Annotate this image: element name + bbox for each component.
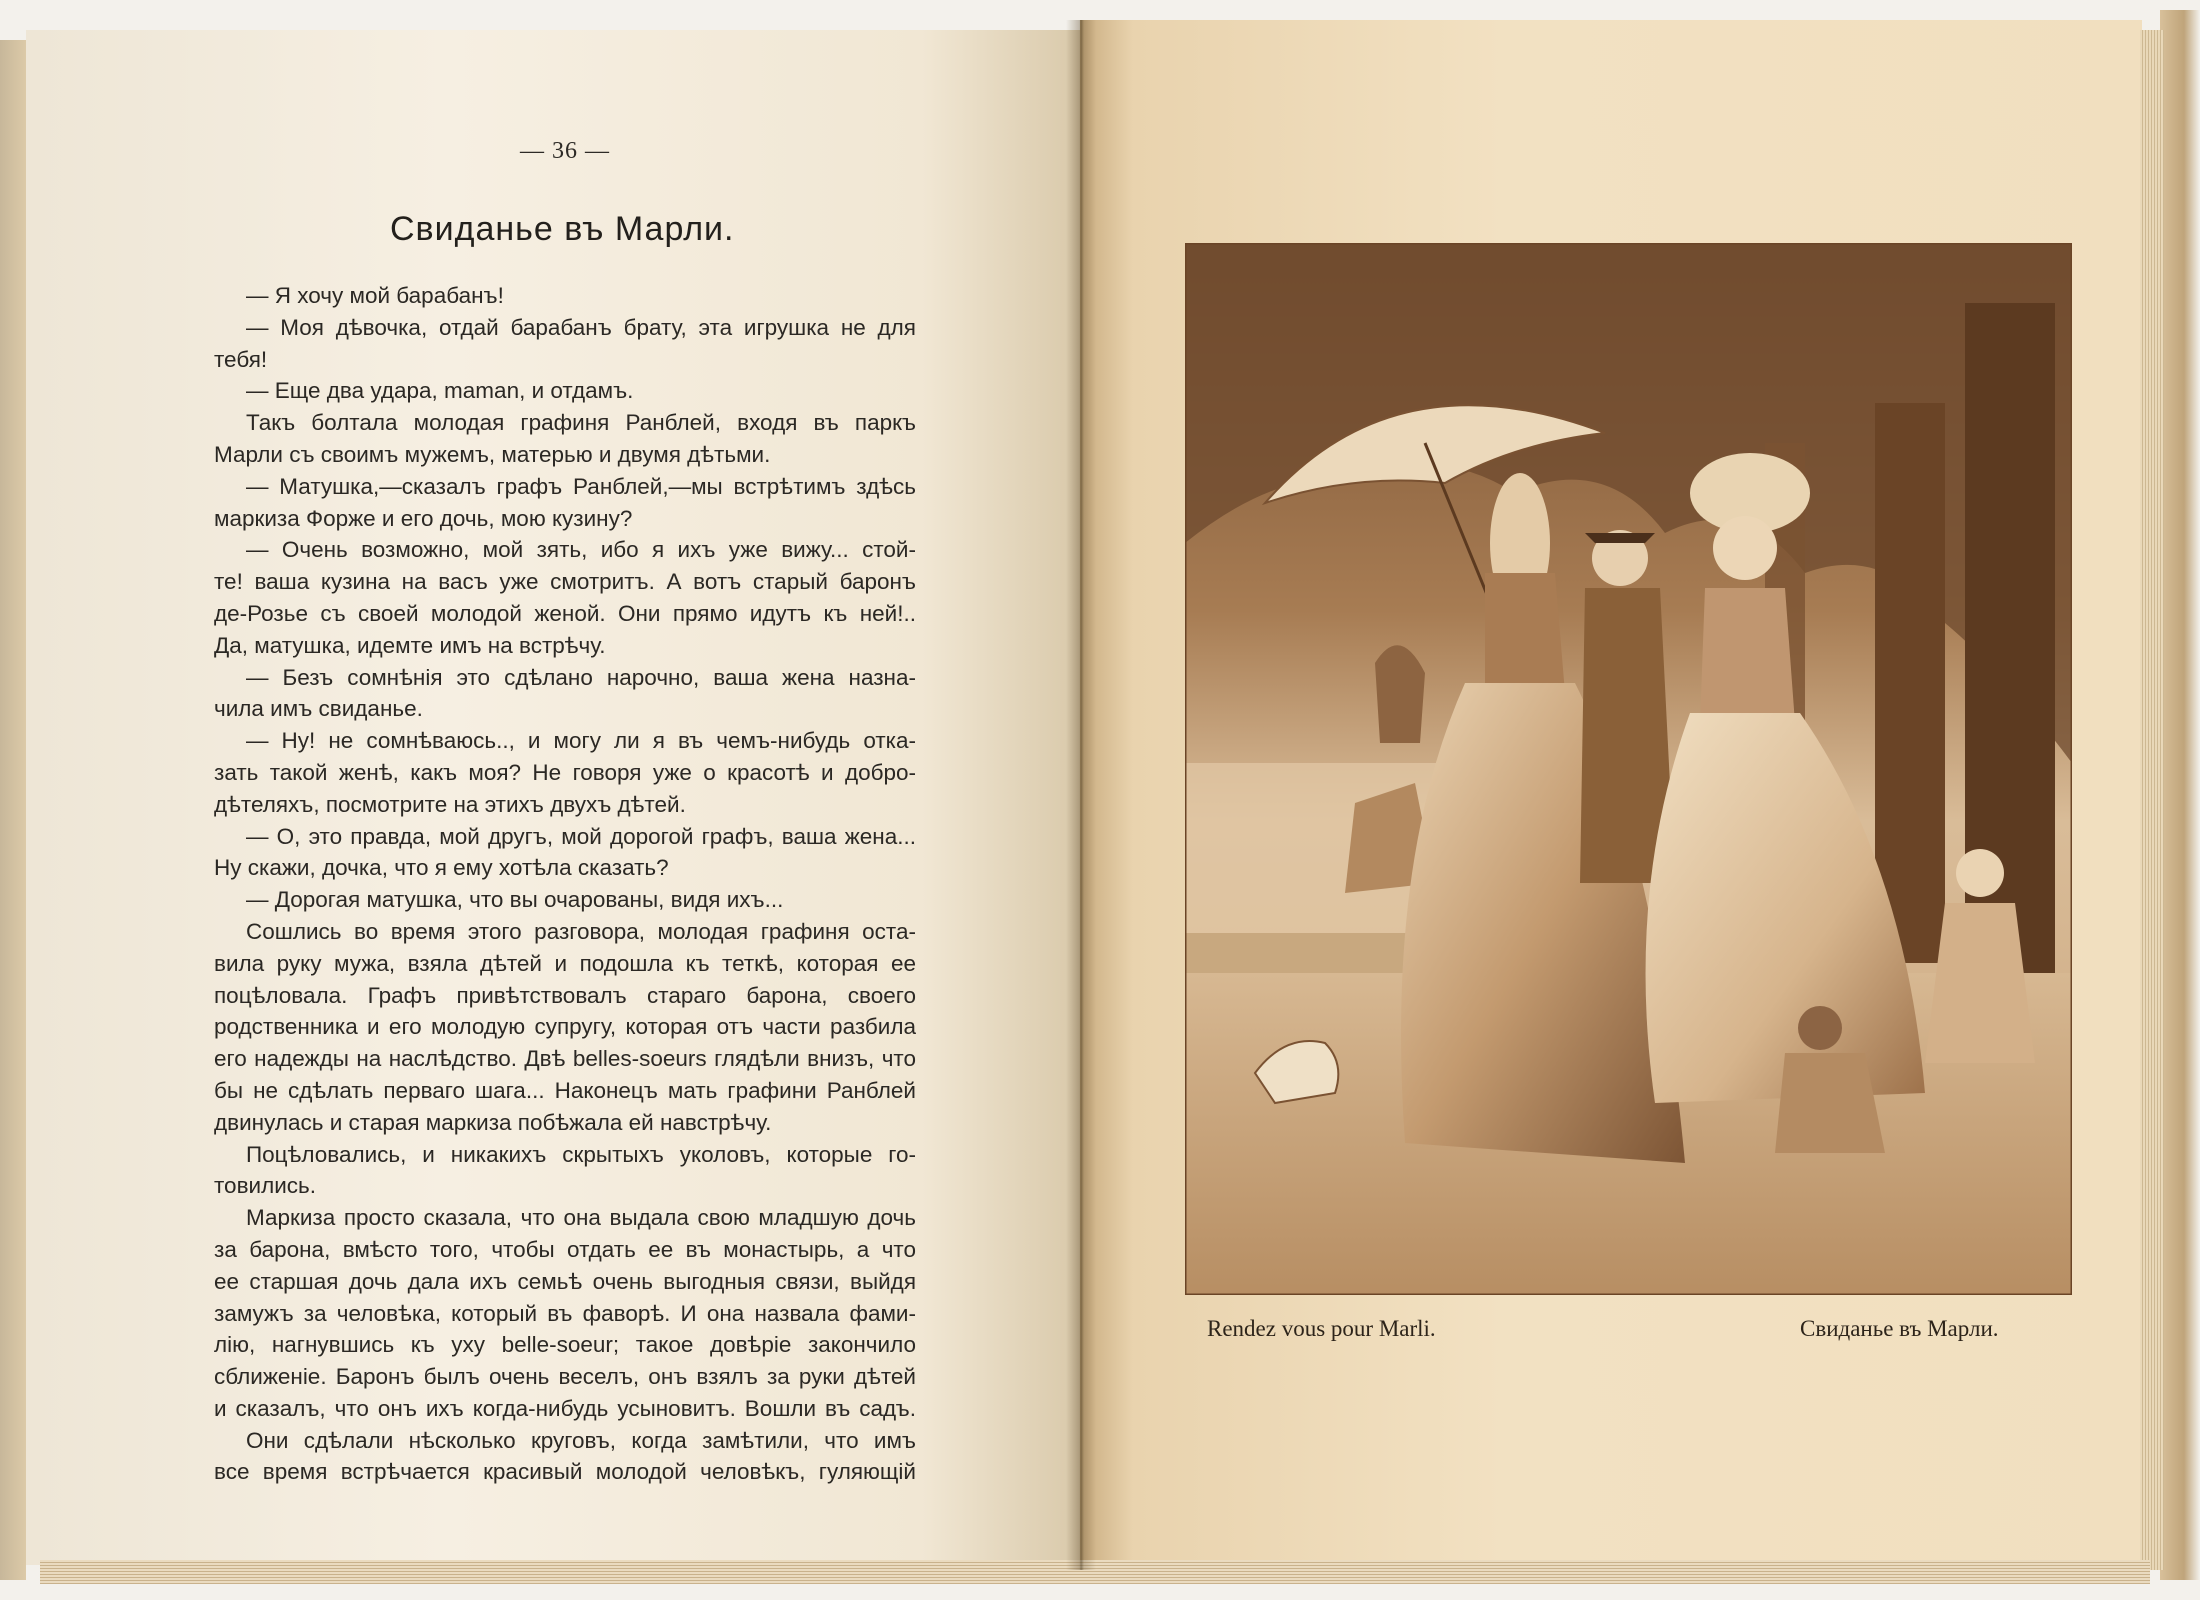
body-text: [214, 280, 916, 1488]
engraving-plate: [1185, 243, 2072, 1295]
text-line: чила имъ свиданье.: [214, 696, 423, 722]
text-line: Сошлись во время этого разговора, молодая графиня оста-: [246, 918, 916, 944]
toddler-head: [1798, 1006, 1842, 1050]
text-line: — Ну! не сомнѣваюсь.., и могу ли я въ чемъ-нибудь отка-: [246, 728, 916, 754]
text-line: Маркиза просто сказала, что она выдала свою младшую дочь: [246, 1205, 916, 1231]
text-line: двинулась и старая маркиза побѣжала ей навстрѣчу.: [214, 1109, 772, 1135]
text-line: Да, матушка, идемте имъ на встрѣчу.: [214, 632, 606, 658]
text-line: родственника и его молодую супругу, которая отъ части разбила: [214, 1014, 916, 1040]
text-line: ее старшая дочь дала ихъ семьѣ очень выгодныя связи, выйдя: [214, 1268, 916, 1294]
text-line: Они сдѣлали нѣсколько круговъ, когда замѣтили, что имъ: [246, 1427, 916, 1453]
text-line: — Очень возможно, мой зять, ибо я ихъ уже вижу... стой-: [246, 537, 916, 563]
text-line: Ну скажи, дочка, что я ему хотѣла сказать?: [214, 855, 669, 881]
text-line: — Я хочу мой барабанъ!: [246, 283, 504, 308]
chapter-title: Свиданье въ Марли.: [390, 210, 735, 248]
text-line: вила руку мужа, взяла дѣтей и подошла къ теткѣ, которая ее: [214, 950, 916, 976]
caption-russian: Свиданье въ Марли.: [1800, 1316, 1999, 1341]
book-cover-edge-left: [0, 40, 26, 1580]
caption-french: Rendez vous pour Marli.: [1207, 1316, 1436, 1341]
text-line: — Матушка,—сказалъ графъ Ранблей,—мы встрѣтимъ здѣсь: [246, 473, 916, 499]
book-gutter: [1066, 20, 1096, 1570]
text-line: — Безъ сомнѣнія это сдѣлано нарочно, ваша жена назна-: [246, 664, 916, 690]
text-line: те! ваша кузина на васъ уже смотритъ. А вотъ старый баронъ: [214, 569, 916, 595]
text-line: Поцѣловались, и никакихъ скрытыхъ уколовъ, которые го-: [246, 1141, 916, 1167]
text-line: Марли съ своимъ мужемъ, матерью и двумя дѣтьми.: [214, 441, 771, 467]
lady-face: [1713, 516, 1777, 580]
text-line: дѣтеляхъ, посмотрите на этихъ двухъ дѣтей.: [214, 791, 686, 817]
page-edges-right: [2140, 30, 2164, 1570]
text-line: его надежды на наслѣдство. Двѣ belles-soeurs глядѣли внизъ, что: [214, 1046, 916, 1072]
text-line: Такъ болтала молодая графиня Ранблей, входя въ паркъ: [246, 410, 916, 436]
book-cover-edge-right: [2160, 10, 2200, 1580]
bodice: [1485, 573, 1565, 693]
text-line: все время встрѣчается красивый молодой человѣкъ, гуляющій: [214, 1459, 916, 1485]
page-number: — 36 —: [520, 138, 610, 164]
text-line: поцѣловала. Графъ привѣтствовалъ стараго барона, своего: [214, 982, 916, 1008]
text-line: зать такой женѣ, какъ моя? Не говоря уже о красотѣ и добро-: [214, 759, 916, 785]
text-line: — Дорогая матушка, что вы очарованы, видя ихъ...: [246, 887, 784, 913]
text-line: и сказалъ, что онъ ихъ когда-нибудь усыновитъ. Вошли въ садъ.: [214, 1395, 916, 1421]
girl-head: [1956, 849, 2004, 897]
text-line: сближеніе. Баронъ былъ очень веселъ, онъ взялъ за руки дѣтей: [214, 1364, 916, 1390]
tricorne-hat: [1585, 533, 1655, 543]
engraving-illustration: [1185, 243, 2072, 1295]
text-line: маркиза Форже и его дочь, мою кузину?: [214, 505, 633, 531]
lady-bodice: [1700, 588, 1795, 723]
text-line: лію, нагнувшись къ уху belle-soeur; такое довѣріе закончило: [214, 1332, 916, 1358]
text-line: бы не сдѣлать перваго шага... Наконецъ мать графини Ранблей: [214, 1077, 916, 1103]
text-line: — Еще два удара, maman, и отдамъ.: [246, 378, 634, 404]
tree-trunk: [1875, 403, 1945, 963]
text-line: товились.: [214, 1173, 317, 1199]
text-line: — О, это правда, мой другъ, мой дорогой графъ, ваша жена...: [246, 823, 916, 849]
text-line: де-Розье съ своей молодой женой. Они прямо идутъ къ ней!..: [214, 600, 916, 626]
text-line: тебя!: [214, 346, 268, 372]
text-line: — Моя дѣвочка, отдай барабанъ брату, эта игрушка не для: [246, 314, 916, 340]
text-line: за барона, вмѣсто того, чтобы отдать ее въ монастырь, а что: [214, 1236, 916, 1262]
text-line: замужъ за человѣка, который въ фаворѣ. И она назвала фами-: [214, 1300, 916, 1326]
